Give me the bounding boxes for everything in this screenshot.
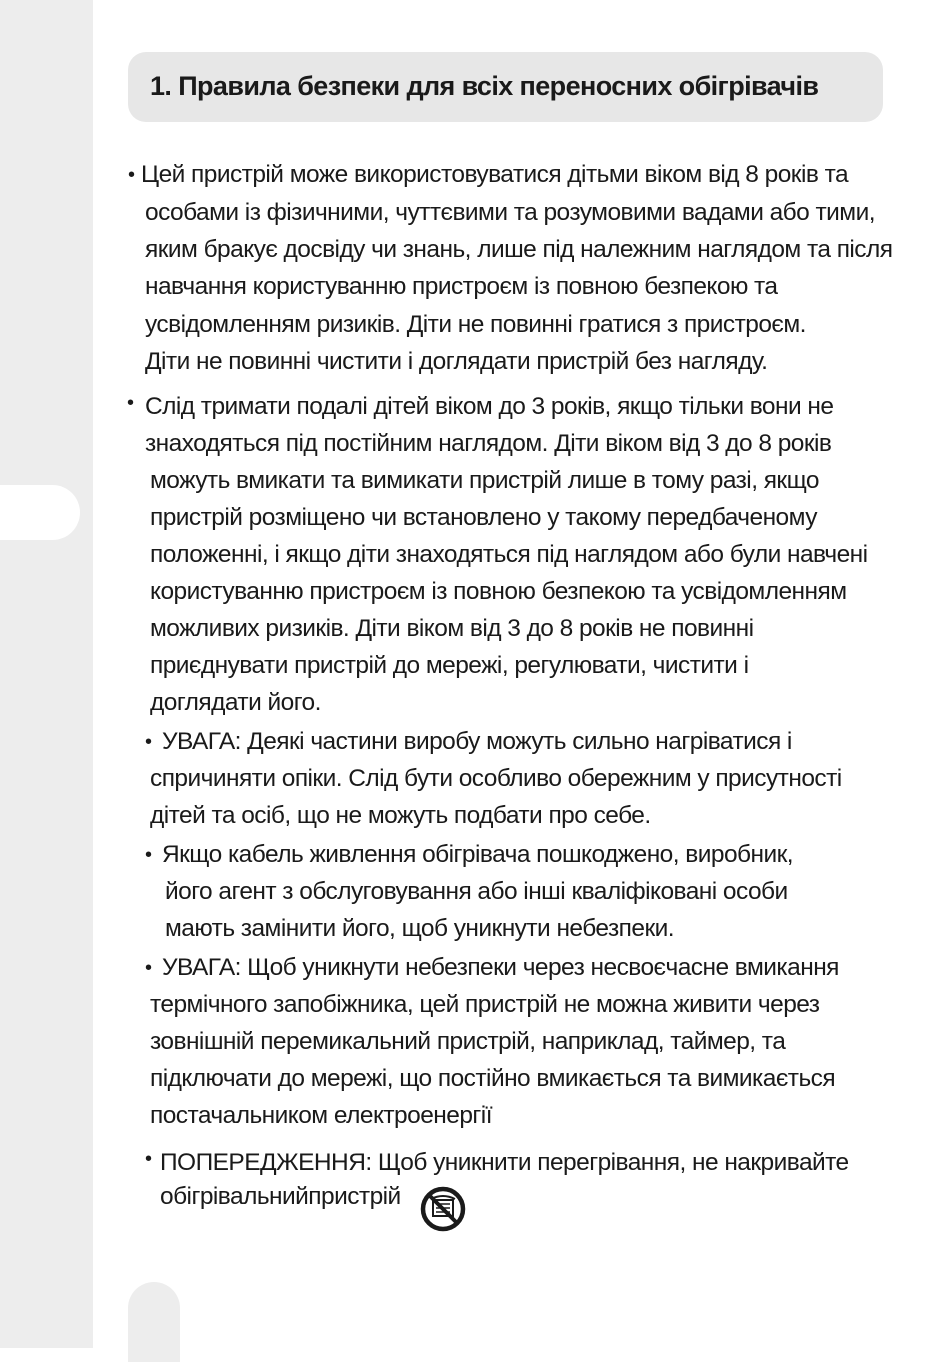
no-cover-icon: [420, 1186, 466, 1232]
bullet-marker: •: [145, 844, 153, 866]
paragraph-line: особами із фізичними, чуттєвими та розумовими вадами або тими,: [145, 199, 875, 226]
paragraph-line: пристрій розміщено чи встановлено у такому передбаченому: [150, 504, 817, 531]
paragraph-line: Діти не повинні чистити і доглядати пристрій без нагляду.: [145, 348, 768, 375]
bullet-marker: •: [145, 731, 153, 753]
bullet-marker: •: [145, 1148, 153, 1170]
paragraph-line: обігрівальнийпристрій: [160, 1183, 401, 1210]
paragraph-line: користуванню пристроєм із повною безпекою та усвідомленням: [150, 578, 847, 605]
paragraph-line: постачальником електроенергії: [150, 1102, 492, 1129]
paragraph-line: ПОПЕРЕДЖЕННЯ: Щоб уникнити перегрівання, не накривайте: [160, 1149, 849, 1176]
paragraph-line: Цей пристрій може використовуватися дітьми віком від 8 років та: [141, 161, 849, 188]
paragraph-line: спричиняти опіки. Слід бути особливо обережним у присутності: [150, 765, 842, 792]
bullet-marker: •: [128, 164, 136, 186]
paragraph-line: його агент з обслуговування або інші кваліфіковані особи: [165, 878, 788, 905]
side-margin-strip: [0, 0, 93, 1348]
paragraph-line: яким бракує досвіду чи знань, лише під належним наглядом та після: [145, 236, 893, 263]
bullet-marker: •: [145, 957, 153, 979]
paragraph-line: зовнішній перемикальний пристрій, наприклад, таймер, та: [150, 1028, 786, 1055]
paragraph-line: Якщо кабель живлення обігрівача пошкоджено, виробник,: [162, 841, 794, 868]
page-title: 1. Правила безпеки для всіх переносних обігрівачів: [150, 71, 819, 101]
paragraph-line: підключати до мережі, що постійно вмикається та вимикається: [150, 1065, 836, 1092]
paragraph-line: приєднувати пристрій до мережі, регулювати, чистити і: [150, 652, 749, 679]
paragraph-line: мають замінити його, щоб уникнути небезпеки.: [165, 915, 675, 942]
paragraph-line: навчання користуванню пристроєм із повною безпекою та: [145, 273, 778, 300]
paragraph-line: доглядати його.: [150, 689, 321, 716]
section-header: [128, 52, 883, 122]
paragraph-line: УВАГА: Щоб уникнути небезпеки через несвоєчасне вмикання: [162, 954, 839, 981]
paragraph-line: усвідомленням ризиків. Діти не повинні гратися з пристроєм.: [145, 311, 806, 338]
paragraph-line: термічного запобіжника, цей пристрій не можна живити через: [150, 991, 820, 1018]
paragraph-line: знаходяться під постійним наглядом. Діти віком від 3 до 8 років: [145, 430, 832, 457]
side-chapter-tab: [0, 485, 80, 540]
paragraph-line: можливих ризиків. Діти віком від 3 до 8 років не повинні: [150, 615, 754, 642]
paragraph-line: Слід тримати подалі дітей віком до 3 років, якщо тільки вони не: [145, 393, 834, 420]
bullet-marker: •: [127, 392, 135, 414]
paragraph-line: дітей та осіб, що не можуть подбати про себе.: [150, 802, 651, 829]
paragraph-line: положенні, і якщо діти знаходяться під наглядом або були навчені: [150, 541, 868, 568]
page-bottom-tab: [128, 1282, 180, 1362]
paragraph-line: УВАГА: Деякі частини виробу можуть сильно нагріватися і: [162, 728, 792, 755]
paragraph-line: можуть вмикати та вимикати пристрій лише в тому разі, якщо: [150, 467, 820, 494]
